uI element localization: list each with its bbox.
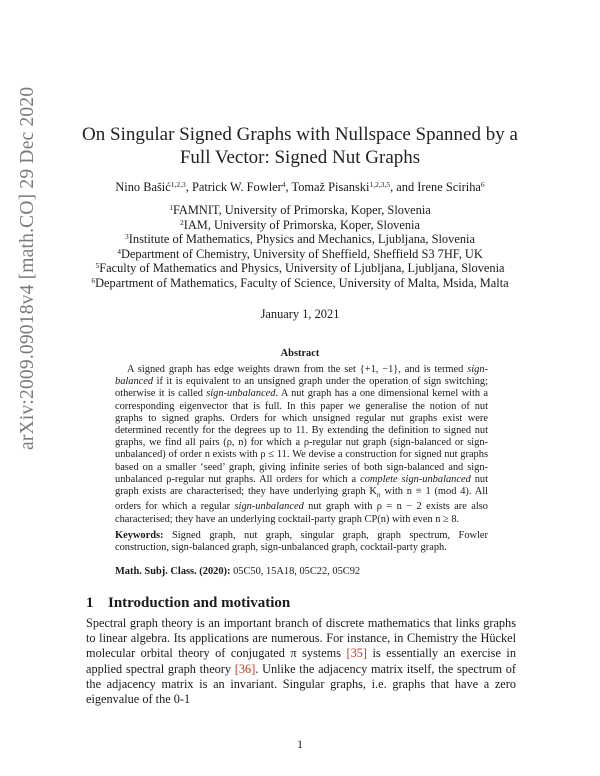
affiliation-text: Institute of Mathematics, Physics and Mechanics, Ljubljana, Slovenia — [128, 232, 475, 247]
text-run: if it is equivalent to an unsigned graph under the operation of sign switching; otherwise it is called — [115, 376, 488, 400]
text-run: sign-unbalanced — [234, 501, 304, 513]
page-number: 1 — [297, 737, 303, 751]
citation-link[interactable]: [35] — [346, 646, 367, 661]
text-run: nut graph exists are characterised; they have underlying graph K — [115, 473, 488, 498]
affiliation-mark: 3 — [125, 232, 129, 242]
affiliation-text: FAMNIT, University of Primorska, Koper, Slovenia — [172, 203, 431, 217]
text-run: . A nut graph has a one dimensional kernel with a corresponding eigenvector that is full. In this paper we generalise the notion of nut graphs to signed graphs. Orders for which unsigned regular nut graphs exist were determined recently for the degrees up to 11. By extending the definition to signed nut graphs, we find all pairs (ρ, n) for which a ρ-regular nut graph (sign-balanced or sign-unbalanced) of order n exists with ρ ≤ 11. We devise a construction for signed nut graphs based on a smaller ‘seed’ graph, giving infinite series of both sign-balanced and sign-unbalanced ρ-regular nut graphs. All orders for which a — [115, 388, 489, 485]
affiliation-mark: 5 — [95, 261, 100, 271]
keywords-label: Keywords: — [115, 530, 164, 541]
text-run: complete sign-unbalanced — [360, 473, 471, 485]
keywords — [115, 530, 488, 554]
author-name: Nino Bašić — [115, 180, 171, 194]
math-subject-class — [115, 566, 488, 577]
text-run: . Unlike the adjacency matrix itself, the spectrum of the adjacency matrix is an invariant. Singular graphs, i.e. graphs that have a zero eigenvalue of the 0-1 — [86, 661, 517, 707]
affiliation-mark: 1 — [169, 203, 173, 212]
affiliation-line — [40, 218, 560, 233]
msc-text: 05C50, 15A18, 05C22, 05C92 — [233, 566, 361, 577]
affiliation-line — [40, 247, 560, 262]
arxiv-identifier: arXiv:2009.09018v4 [math.CO] 29 Dec 2020 — [17, 86, 38, 450]
text-run: is essentially an exercise in applied spectral graph theory — [86, 646, 516, 676]
abstract-heading: Abstract — [280, 348, 320, 359]
affiliation-line — [40, 276, 560, 291]
section-title: Introduction and motivation — [108, 595, 291, 611]
text-run: n — [376, 490, 381, 500]
affiliation-line — [40, 203, 560, 218]
text-run: sign-balanced — [115, 364, 488, 388]
affiliation-mark: 4 — [117, 246, 121, 256]
text-run: A signed graph has edge weights drawn from the set {+1, −1}, and is termed — [127, 364, 468, 375]
affiliation-list — [40, 203, 560, 291]
author-name: Patrick W. Fowler — [191, 180, 282, 194]
msc-label: Math. Subj. Class. (2020): — [115, 566, 231, 577]
citation-link[interactable]: [36] — [234, 661, 256, 676]
text-run: Spectral graph theory is an important branch of discrete mathematics that links graphs to linear algebra. Its applications are numerous. For instance, in Chemistry the Hückel molecular orbital theory of conjugated π systems — [86, 616, 516, 661]
author-affiliation-mark: 1,2,3 — [170, 180, 186, 189]
author-name: Tomaž Pisanski — [291, 180, 370, 194]
affiliation-text: Faculty of Mathematics and Physics, University of Ljubljana, Ljubljana, Slovenia — [99, 261, 505, 276]
section-number: 1 — [86, 595, 94, 611]
author-list: Nino Bašić$^{1,2,3}$, Patrick W. Fowler$^4$, Tomaž Pisanski$^{1,2,3,5}$, and Irene Sciriha$^6$ — [115, 180, 485, 194]
paper-title: On Singular Signed Graphs with Nullspace Spanned by a Full Vector: Signed Nut Graphs — [82, 124, 518, 168]
affiliation-mark: 2 — [179, 217, 184, 227]
affiliation-mark: 6 — [91, 275, 96, 285]
text-run: with n ≡ 1 (mod 4). All orders for which a regular — [115, 486, 488, 513]
affiliation-text: Department of Chemistry, University of Sheffield, Sheffield S3 7HF, UK — [120, 246, 483, 261]
text-run: sign-unbalanced — [206, 388, 276, 400]
affiliation-text: Department of Mathematics, Faculty of Science, University of Malta, Msida, Malta — [95, 275, 509, 290]
text-run: nut graph with ρ = n − 2 exists are also characterised; they have an underlying cocktail-party graph CP(n) with even n ≥ 8. — [115, 501, 488, 525]
author-affiliation-mark: 4 — [281, 180, 286, 189]
body-paragraph — [86, 616, 516, 707]
affiliation-line — [40, 261, 560, 276]
affiliation-line — [40, 232, 560, 247]
section-heading — [86, 595, 516, 612]
author-affiliation-mark: 6 — [480, 180, 485, 189]
keywords-text: Signed graph, nut graph, singular graph, graph spectrum, Fowler construction, sign-balanced graph, sign-unbalanced graph, cocktail-party graph. — [115, 530, 488, 554]
abstract-text — [115, 364, 488, 526]
author-name: and Irene Sciriha — [396, 180, 481, 194]
author-affiliation-mark: 1,2,3,5 — [369, 180, 391, 189]
affiliation-text: IAM, University of Primorska, Koper, Slovenia — [183, 217, 421, 232]
paper-date: January 1, 2021 — [260, 307, 340, 321]
